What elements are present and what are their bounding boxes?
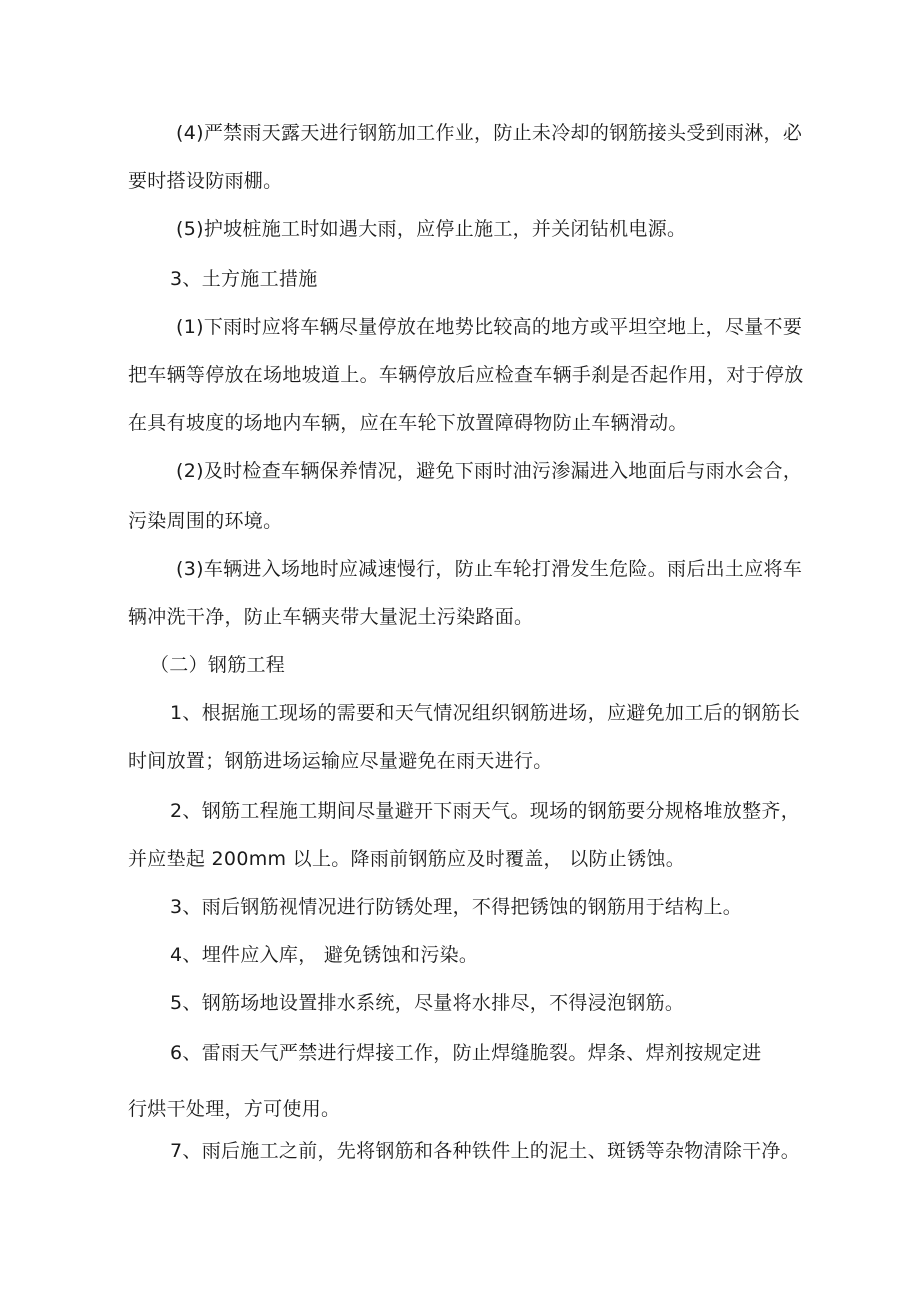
section-heading: 3、土方施工措施 [170,268,318,290]
text-line: 5、钢筋场地设置排水系统，尽量将水排尽，不得浸泡钢筋。 [170,992,685,1014]
text-line: 2、钢筋工程施工期间尽量避开下雨天气。现场的钢筋要分规格堆放整齐， [170,800,800,822]
text-line: (5)护坡桩施工时如遇大雨，应停止施工，并关闭钻机电源。 [176,218,687,240]
text-line: (3)车辆进入场地时应减速慢行，防止车轮打滑发生危险。雨后出土应将车 [176,558,803,580]
text-line: 污染周围的环境。 [128,510,283,532]
text-line: (1)下雨时应将车辆尽量停放在地势比较高的地方或平坦空地上，尽量不要 [176,316,803,338]
section-heading: （二）钢筋工程 [150,654,286,676]
text-line: 要时搭设防雨棚。 [128,170,283,192]
text-line: 把车辆等停放在场地坡道上。车辆停放后应检查车辆手刹是否起作用，对于停放 [128,364,804,386]
text-line: 在具有坡度的场地内车辆，应在车轮下放置障碍物防止车辆滑动。 [128,412,688,434]
text-line: (2)及时检查车辆保养情况，避免下雨时油污渗漏进入地面后与雨水会合， [176,460,803,482]
text-line: 4、埋件应入库， 避免锈蚀和污染。 [170,944,479,966]
text-line: 3、雨后钢筋视情况进行防锈处理，不得把锈蚀的钢筋用于结构上。 [170,896,743,918]
text-line: (4)严禁雨天露天进行钢筋加工作业，防止未冷却的钢筋接头受到雨淋，必 [176,122,803,144]
text-line: 7、雨后施工之前，先将钢筋和各种铁件上的泥土、斑锈等杂物清除干净。 [170,1140,800,1162]
text-line: 并应垫起 200mm 以上。降雨前钢筋应及时覆盖， 以防止锈蚀。 [128,848,686,870]
text-line: 1、根据施工现场的需要和天气情况组织钢筋进场，应避免加工后的钢筋长 [170,702,800,724]
text-line: 6、雷雨天气严禁进行焊接工作，防止焊缝脆裂。焊条、焊剂按规定进 [170,1042,762,1064]
text-line: 辆冲洗干净，防止车辆夹带大量泥土污染路面。 [128,606,534,628]
text-line: 行烘干处理，方可使用。 [128,1098,341,1120]
text-line: 时间放置；钢筋进场运输应尽量避免在雨天进行。 [128,750,553,772]
